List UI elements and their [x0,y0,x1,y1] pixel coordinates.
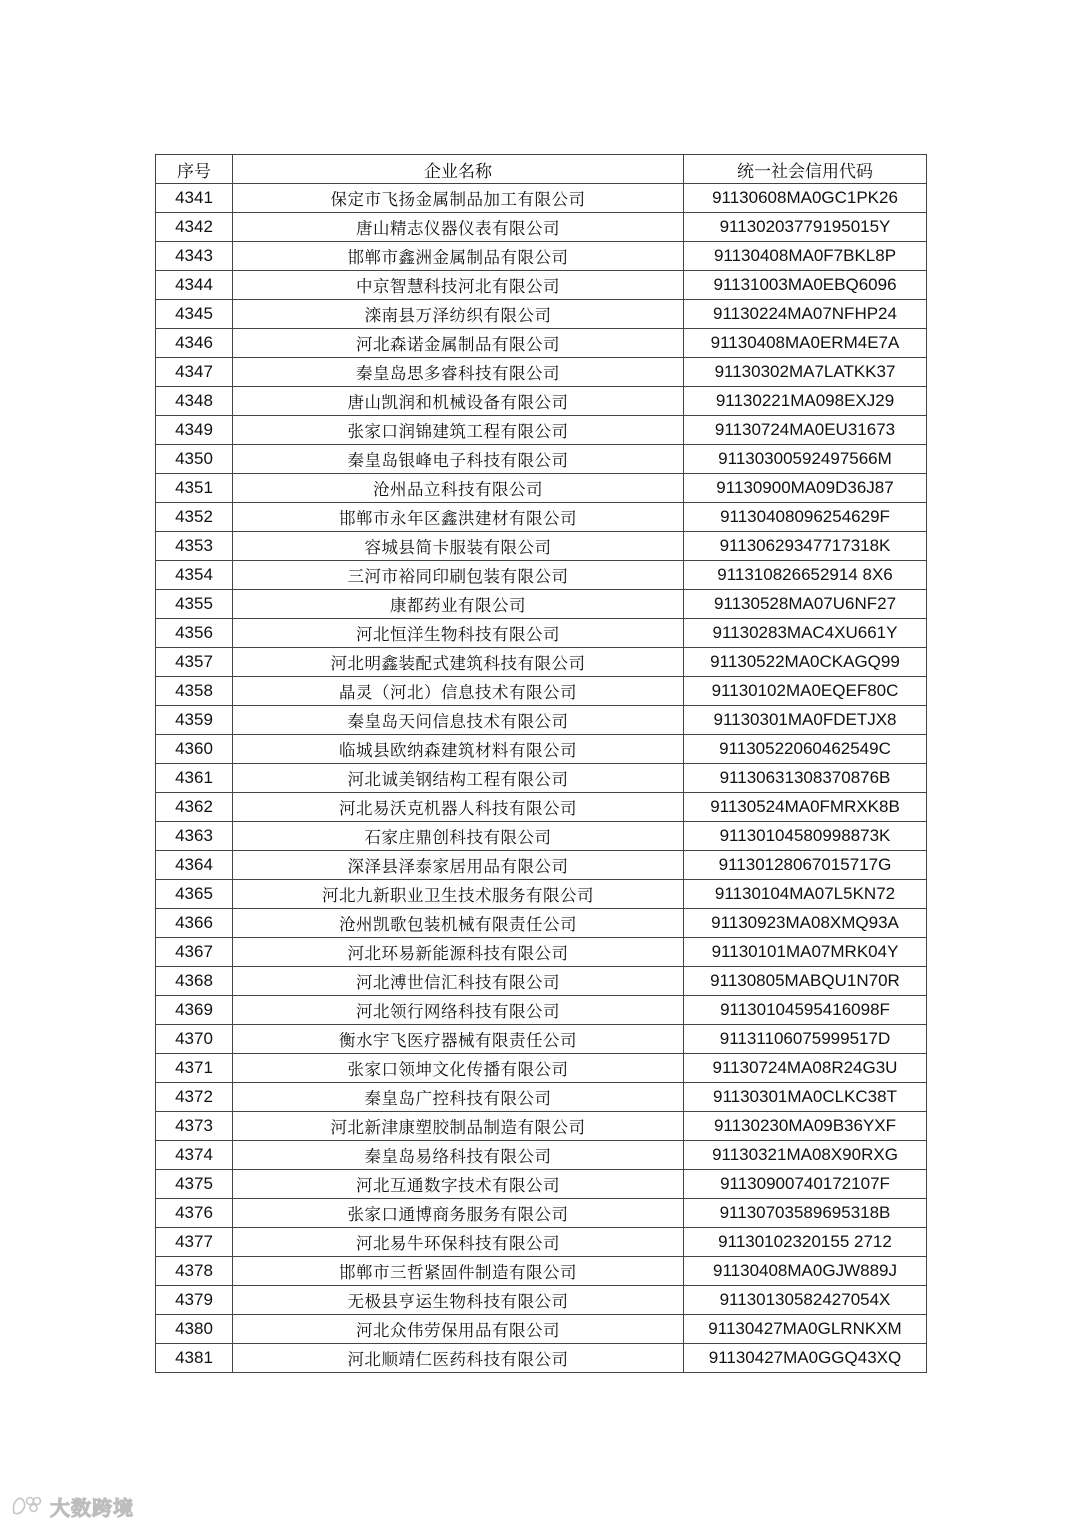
cell-credit-code: 91130724MA0EU31673 [684,416,927,445]
cell-credit-code: 91130528MA07U6NF27 [684,590,927,619]
table-row [156,561,927,590]
table-row [156,735,927,764]
cell-credit-code: 91130522MA0CKAGQ99 [684,648,927,677]
cell-seq: 4364 [156,851,233,880]
cell-seq: 4359 [156,706,233,735]
cell-credit-code: 91130629347717318K [684,532,927,561]
cell-credit-code: 91130408MA0F7BKL8P [684,242,927,271]
cell-seq: 4342 [156,213,233,242]
cell-company-name: 容城县简卡服装有限公司 [233,532,684,561]
cell-credit-code: 91130203779195015Y [684,213,927,242]
cell-company-name: 深泽县泽泰家居用品有限公司 [233,851,684,880]
cell-company-name: 河北环易新能源科技有限公司 [233,938,684,967]
cell-credit-code: 911310826652914 8X6 [684,561,927,590]
cell-seq: 4346 [156,329,233,358]
cell-seq: 4345 [156,300,233,329]
cell-credit-code: 91130900740172107F [684,1170,927,1199]
table-row [156,416,927,445]
cell-credit-code: 91130631308370876B [684,764,927,793]
paw-logo-icon [10,1493,44,1519]
cell-company-name: 秦皇岛银峰电子科技有限公司 [233,445,684,474]
table-row [156,1054,927,1083]
cell-company-name: 河北森诺金属制品有限公司 [233,329,684,358]
cell-company-name: 秦皇岛易络科技有限公司 [233,1141,684,1170]
cell-seq: 4378 [156,1257,233,1286]
cell-credit-code: 91131003MA0EBQ6096 [684,271,927,300]
cell-seq: 4344 [156,271,233,300]
enterprise-table [155,154,927,1373]
cell-company-name: 河北众伟劳保用品有限公司 [233,1315,684,1344]
cell-company-name: 河北九新职业卫生技术服务有限公司 [233,880,684,909]
table-row [156,590,927,619]
cell-seq: 4371 [156,1054,233,1083]
cell-seq: 4361 [156,764,233,793]
table-row [156,764,927,793]
cell-credit-code: 91130427MA0GLRNKXM [684,1315,927,1344]
cell-seq: 4352 [156,503,233,532]
cell-seq: 4343 [156,242,233,271]
cell-company-name: 张家口领坤文化传播有限公司 [233,1054,684,1083]
cell-seq: 4357 [156,648,233,677]
header-credit-code: 统一社会信用代码 [684,155,927,184]
table-row [156,996,927,1025]
table-row [156,619,927,648]
cell-company-name: 三河市裕同印刷包装有限公司 [233,561,684,590]
cell-company-name: 邯郸市鑫洲金属制品有限公司 [233,242,684,271]
cell-seq: 4376 [156,1199,233,1228]
table-row [156,213,927,242]
cell-company-name: 秦皇岛思多睿科技有限公司 [233,358,684,387]
cell-credit-code: 91130302MA7LATKK37 [684,358,927,387]
cell-seq: 4367 [156,938,233,967]
cell-company-name: 河北恒洋生物科技有限公司 [233,619,684,648]
cell-company-name: 河北溥世信汇科技有限公司 [233,967,684,996]
table-row [156,677,927,706]
cell-company-name: 唐山精志仪器仪表有限公司 [233,213,684,242]
cell-credit-code: 91130104580998873K [684,822,927,851]
cell-seq: 4360 [156,735,233,764]
cell-company-name: 邯郸市永年区鑫洪建材有限公司 [233,503,684,532]
cell-seq: 4362 [156,793,233,822]
cell-company-name: 晶灵（河北）信息技术有限公司 [233,677,684,706]
header-company-name: 企业名称 [233,155,684,184]
cell-company-name: 河北明鑫装配式建筑科技有限公司 [233,648,684,677]
cell-seq: 4365 [156,880,233,909]
cell-credit-code: 91130408MA0ERM4E7A [684,329,927,358]
watermark [10,1491,134,1521]
cell-company-name: 石家庄鼎创科技有限公司 [233,822,684,851]
cell-seq: 4349 [156,416,233,445]
table-row [156,184,927,213]
cell-company-name: 河北领行网络科技有限公司 [233,996,684,1025]
cell-credit-code: 91130301MA0FDETJX8 [684,706,927,735]
cell-seq: 4341 [156,184,233,213]
header-row [156,155,927,184]
table-row [156,532,927,561]
cell-credit-code: 91130900MA09D36J87 [684,474,927,503]
table-row [156,648,927,677]
cell-credit-code: 91130128067015717G [684,851,927,880]
cell-company-name: 中京智慧科技河北有限公司 [233,271,684,300]
cell-company-name: 沧州凯歌包装机械有限责任公司 [233,909,684,938]
table-row [156,1025,927,1054]
cell-company-name: 河北新津康塑胶制品制造有限公司 [233,1112,684,1141]
cell-credit-code: 91130805MABQU1N70R [684,967,927,996]
table-row [156,503,927,532]
cell-credit-code: 91130608MA0GC1PK26 [684,184,927,213]
header-seq: 序号 [156,155,233,184]
cell-seq: 4380 [156,1315,233,1344]
cell-seq: 4363 [156,822,233,851]
cell-credit-code: 91130102320155 2712 [684,1228,927,1257]
cell-seq: 4369 [156,996,233,1025]
cell-seq: 4373 [156,1112,233,1141]
cell-company-name: 河北顺靖仁医药科技有限公司 [233,1344,684,1373]
watermark-text: 大数跨境 [50,1495,134,1520]
cell-credit-code: 91130408MA0GJW889J [684,1257,927,1286]
cell-company-name: 张家口通博商务服务有限公司 [233,1199,684,1228]
table-row [156,445,927,474]
cell-credit-code: 91130101MA07MRK04Y [684,938,927,967]
cell-credit-code: 91130427MA0GGQ43XQ [684,1344,927,1373]
table-row [156,474,927,503]
cell-company-name: 河北诚美钢结构工程有限公司 [233,764,684,793]
cell-seq: 4348 [156,387,233,416]
cell-company-name: 河北易牛环保科技有限公司 [233,1228,684,1257]
table-row [156,909,927,938]
cell-company-name: 保定市飞扬金属制品加工有限公司 [233,184,684,213]
table-row [156,1228,927,1257]
table-row [156,706,927,735]
cell-credit-code: 91130522060462549C [684,735,927,764]
cell-company-name: 河北易沃克机器人科技有限公司 [233,793,684,822]
cell-company-name: 无极县亨运生物科技有限公司 [233,1286,684,1315]
table-body [156,184,927,1373]
cell-company-name: 滦南县万泽纺织有限公司 [233,300,684,329]
cell-company-name: 唐山凯润和机械设备有限公司 [233,387,684,416]
cell-credit-code: 91130524MA0FMRXK8B [684,793,927,822]
table-row [156,358,927,387]
table-row [156,1199,927,1228]
table-row [156,387,927,416]
cell-company-name: 衡水宇飞医疗器械有限责任公司 [233,1025,684,1054]
cell-company-name: 河北互通数字技术有限公司 [233,1170,684,1199]
table-row [156,1344,927,1373]
table-header [156,155,927,184]
cell-seq: 4366 [156,909,233,938]
cell-credit-code: 91130221MA098EXJ29 [684,387,927,416]
table-row [156,793,927,822]
cell-seq: 4372 [156,1083,233,1112]
cell-seq: 4379 [156,1286,233,1315]
cell-company-name: 沧州品立科技有限公司 [233,474,684,503]
table-row [156,329,927,358]
table-row [156,851,927,880]
cell-company-name: 临城县欧纳森建筑材料有限公司 [233,735,684,764]
cell-seq: 4370 [156,1025,233,1054]
cell-seq: 4358 [156,677,233,706]
cell-credit-code: 91130104MA07L5KN72 [684,880,927,909]
cell-seq: 4353 [156,532,233,561]
table-row [156,271,927,300]
table-row [156,1286,927,1315]
table-row [156,242,927,271]
cell-seq: 4374 [156,1141,233,1170]
cell-seq: 4351 [156,474,233,503]
cell-company-name: 邯郸市三哲紧固件制造有限公司 [233,1257,684,1286]
cell-seq: 4368 [156,967,233,996]
cell-seq: 4381 [156,1344,233,1373]
cell-credit-code: 91130321MA08X90RXG [684,1141,927,1170]
cell-credit-code: 91130703589695318B [684,1199,927,1228]
cell-company-name: 张家口润锦建筑工程有限公司 [233,416,684,445]
cell-credit-code: 91130300592497566M [684,445,927,474]
table-row [156,300,927,329]
table-row [156,1141,927,1170]
cell-seq: 4377 [156,1228,233,1257]
cell-seq: 4355 [156,590,233,619]
cell-credit-code: 91130408096254629F [684,503,927,532]
cell-credit-code: 91130130582427054X [684,1286,927,1315]
cell-credit-code: 91130224MA07NFHP24 [684,300,927,329]
cell-credit-code: 91131106075999517D [684,1025,927,1054]
cell-company-name: 秦皇岛广控科技有限公司 [233,1083,684,1112]
cell-credit-code: 91130104595416098F [684,996,927,1025]
cell-seq: 4347 [156,358,233,387]
cell-company-name: 秦皇岛天问信息技术有限公司 [233,706,684,735]
cell-seq: 4375 [156,1170,233,1199]
table-row [156,822,927,851]
cell-credit-code: 91130923MA08XMQ93A [684,909,927,938]
cell-credit-code: 91130102MA0EQEF80C [684,677,927,706]
cell-seq: 4354 [156,561,233,590]
table-row [156,1170,927,1199]
cell-credit-code: 91130301MA0CLKC38T [684,1083,927,1112]
table-row [156,938,927,967]
cell-company-name: 康都药业有限公司 [233,590,684,619]
table-row [156,880,927,909]
cell-seq: 4350 [156,445,233,474]
table-row [156,1257,927,1286]
table-row [156,967,927,996]
table-row [156,1112,927,1141]
cell-seq: 4356 [156,619,233,648]
cell-credit-code: 91130283MAC4XU661Y [684,619,927,648]
cell-credit-code: 91130724MA08R24G3U [684,1054,927,1083]
table-row [156,1315,927,1344]
cell-credit-code: 91130230MA09B36YXF [684,1112,927,1141]
table-row [156,1083,927,1112]
